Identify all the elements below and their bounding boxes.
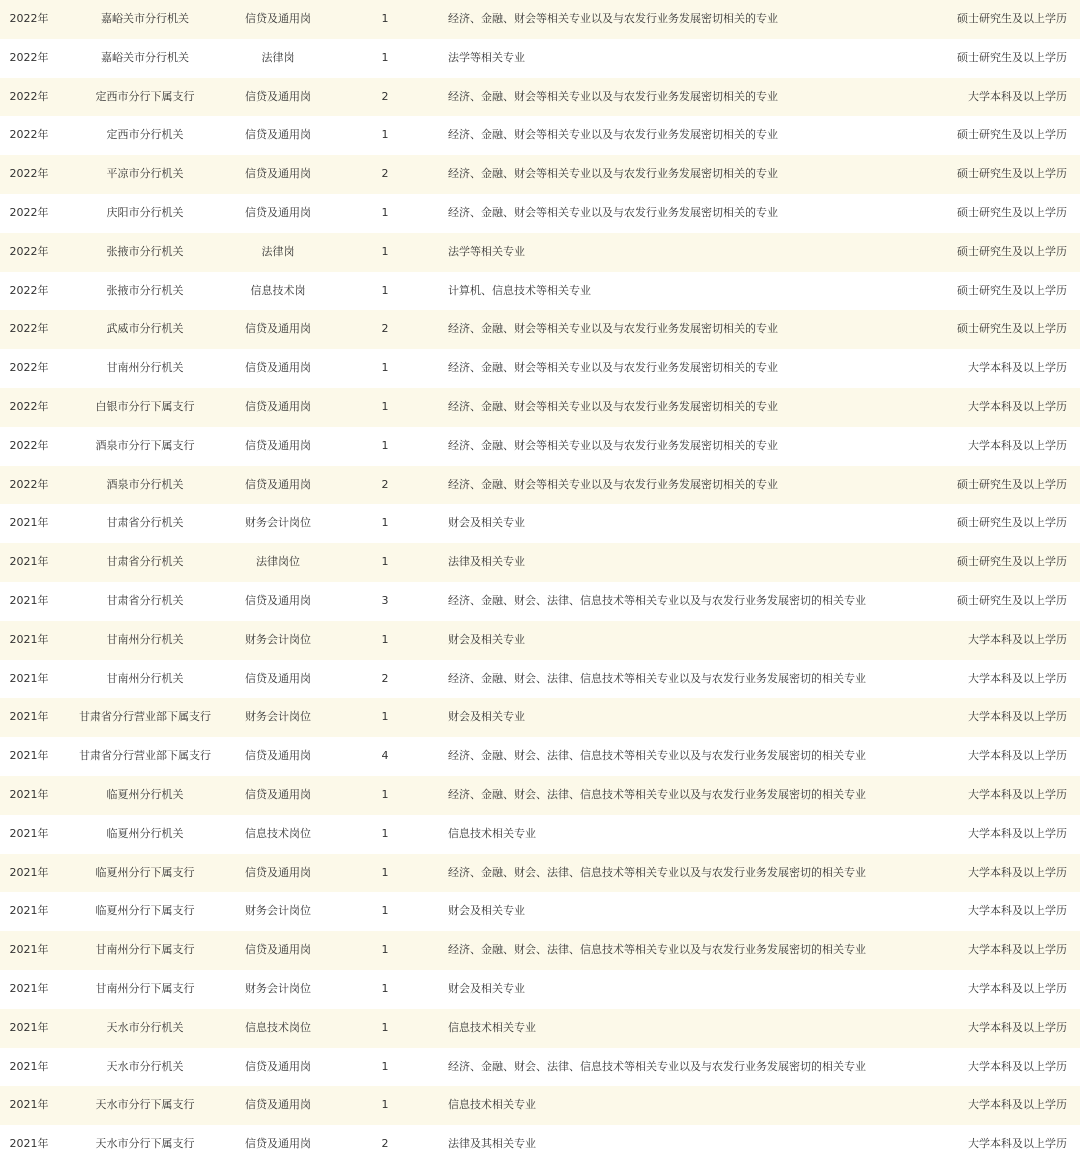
major-cell: 经济、金融、财会等相关专业以及与农发行业务发展密切相关的专业 [448, 361, 778, 375]
year-cell: 2022年 [9, 167, 49, 181]
post-cell: 财务会计岗位 [245, 516, 311, 530]
count-cell: 1 [381, 516, 389, 530]
major-cell: 经济、金融、财会、法律、信息技术等相关专业以及与农发行业务发展密切的相关专业 [448, 865, 866, 879]
post-cell: 信贷及通用岗 [245, 12, 311, 25]
education-cell: 大学本科及以上学历 [968, 943, 1067, 957]
year-cell: 2021年 [9, 865, 49, 879]
post-cell: 信贷及通用岗 [245, 1059, 311, 1073]
education-cell: 大学本科及以上学历 [968, 1020, 1067, 1034]
count-cell: 1 [381, 1098, 389, 1112]
org-cell: 临夏州分行下属支行 [95, 865, 195, 879]
post-cell: 信贷及通用岗 [245, 167, 311, 181]
count-cell: 1 [381, 438, 389, 452]
year-cell: 2021年 [9, 826, 49, 840]
post-cell: 信贷及通用岗 [245, 128, 311, 142]
table-row [0, 427, 1080, 466]
org-cell: 甘南州分行下属支行 [95, 943, 195, 957]
table-row [0, 815, 1080, 854]
education-cell: 大学本科及以上学历 [968, 1137, 1067, 1151]
post-cell: 信贷及通用岗 [245, 322, 311, 336]
count-cell: 1 [381, 244, 389, 258]
education-cell: 大学本科及以上学历 [968, 749, 1067, 763]
education-cell: 硕士研究生及以上学历 [957, 477, 1067, 491]
education-cell: 大学本科及以上学历 [968, 710, 1067, 724]
major-cell: 经济、金融、财会等相关专业以及与农发行业务发展密切相关的专业 [448, 322, 778, 336]
count-cell: 4 [381, 749, 389, 763]
org-cell: 庆阳市分行机关 [106, 205, 184, 219]
table-row [0, 737, 1080, 776]
major-cell: 法律及相关专业 [448, 555, 525, 569]
major-cell: 信息技术相关专业 [448, 1020, 536, 1034]
year-cell: 2021年 [9, 671, 49, 685]
table-row [0, 194, 1080, 233]
year-cell: 2022年 [9, 399, 49, 413]
table-row [0, 543, 1080, 582]
major-cell: 经济、金融、财会等相关专业以及与农发行业务发展密切相关的专业 [448, 399, 778, 413]
education-cell: 硕士研究生及以上学历 [957, 516, 1067, 530]
post-cell: 信贷及通用岗 [245, 593, 311, 607]
education-cell: 大学本科及以上学历 [968, 438, 1067, 452]
education-cell: 大学本科及以上学历 [968, 399, 1067, 413]
org-cell: 张掖市分行机关 [106, 283, 184, 297]
count-cell: 1 [381, 1059, 389, 1073]
count-cell: 1 [381, 943, 389, 957]
org-cell: 酒泉市分行下属支行 [95, 438, 195, 452]
table-row [0, 39, 1080, 78]
major-cell: 经济、金融、财会、法律、信息技术等相关专业以及与农发行业务发展密切的相关专业 [448, 787, 866, 801]
org-cell: 嘉峪关市分行机关 [101, 50, 189, 64]
count-cell: 2 [381, 477, 389, 491]
major-cell: 信息技术相关专业 [448, 826, 536, 840]
education-cell: 大学本科及以上学历 [968, 89, 1067, 103]
count-cell: 2 [381, 671, 389, 685]
education-cell: 大学本科及以上学历 [968, 1098, 1067, 1112]
org-cell: 临夏州分行下属支行 [95, 904, 195, 918]
education-cell: 硕士研究生及以上学历 [957, 50, 1067, 64]
major-cell: 财会及相关专业 [448, 710, 525, 724]
table-row [0, 582, 1080, 621]
count-cell: 1 [381, 632, 389, 646]
post-cell: 财务会计岗位 [245, 632, 311, 646]
table-row [0, 931, 1080, 970]
education-cell: 大学本科及以上学历 [968, 865, 1067, 879]
count-cell: 2 [381, 167, 389, 181]
major-cell: 经济、金融、财会等相关专业以及与农发行业务发展密切相关的专业 [448, 128, 778, 142]
major-cell: 法律及其相关专业 [448, 1137, 536, 1151]
year-cell: 2022年 [9, 128, 49, 142]
table-row [0, 466, 1080, 505]
count-cell: 1 [381, 361, 389, 375]
org-cell: 甘南州分行机关 [106, 632, 184, 646]
post-cell: 信贷及通用岗 [245, 1098, 311, 1112]
education-cell: 硕士研究生及以上学历 [957, 205, 1067, 219]
table-row [0, 388, 1080, 427]
table-row [0, 233, 1080, 272]
education-cell: 硕士研究生及以上学历 [957, 12, 1067, 25]
org-cell: 甘肃省分行营业部下属支行 [79, 749, 211, 763]
table-row [0, 116, 1080, 155]
year-cell: 2022年 [9, 50, 49, 64]
count-cell: 1 [381, 555, 389, 569]
table-row [0, 1009, 1080, 1048]
year-cell: 2022年 [9, 244, 49, 258]
org-cell: 甘肃省分行机关 [106, 593, 184, 607]
count-cell: 1 [381, 1020, 389, 1034]
post-cell: 信贷及通用岗 [245, 477, 311, 491]
education-cell: 硕士研究生及以上学历 [957, 167, 1067, 181]
major-cell: 经济、金融、财会等相关专业以及与农发行业务发展密切相关的专业 [448, 438, 778, 452]
major-cell: 经济、金融、财会、法律、信息技术等相关专业以及与农发行业务发展密切的相关专业 [448, 593, 866, 607]
count-cell: 1 [381, 12, 389, 25]
table-row [0, 155, 1080, 194]
count-cell: 1 [381, 826, 389, 840]
table-row [0, 78, 1080, 117]
org-cell: 酒泉市分行机关 [106, 477, 184, 491]
education-cell: 硕士研究生及以上学历 [957, 283, 1067, 297]
major-cell: 财会及相关专业 [448, 904, 525, 918]
year-cell: 2021年 [9, 1098, 49, 1112]
year-cell: 2022年 [9, 205, 49, 219]
major-cell: 经济、金融、财会、法律、信息技术等相关专业以及与农发行业务发展密切的相关专业 [448, 1059, 866, 1073]
post-cell: 法律岗位 [256, 555, 300, 569]
major-cell: 经济、金融、财会等相关专业以及与农发行业务发展密切相关的专业 [448, 89, 778, 103]
major-cell: 经济、金融、财会、法律、信息技术等相关专业以及与农发行业务发展密切的相关专业 [448, 943, 866, 957]
post-cell: 信贷及通用岗 [245, 787, 311, 801]
major-cell: 经济、金融、财会、法律、信息技术等相关专业以及与农发行业务发展密切的相关专业 [448, 671, 866, 685]
post-cell: 信贷及通用岗 [245, 89, 311, 103]
post-cell: 信息技术岗位 [245, 826, 311, 840]
post-cell: 法律岗 [261, 244, 295, 258]
education-cell: 大学本科及以上学历 [968, 1059, 1067, 1073]
year-cell: 2021年 [9, 749, 49, 763]
org-cell: 天水市分行机关 [106, 1059, 184, 1073]
major-cell: 法学等相关专业 [448, 244, 525, 258]
table-row [0, 504, 1080, 543]
year-cell: 2021年 [9, 981, 49, 995]
org-cell: 武威市分行机关 [106, 322, 184, 336]
major-cell: 经济、金融、财会等相关专业以及与农发行业务发展密切相关的专业 [448, 167, 778, 181]
year-cell: 2021年 [9, 1020, 49, 1034]
org-cell: 张掖市分行机关 [106, 244, 184, 258]
org-cell: 甘南州分行机关 [106, 671, 184, 685]
post-cell: 信贷及通用岗 [245, 205, 311, 219]
count-cell: 1 [381, 710, 389, 724]
year-cell: 2021年 [9, 943, 49, 957]
count-cell: 1 [381, 904, 389, 918]
count-cell: 1 [381, 399, 389, 413]
post-cell: 信贷及通用岗 [245, 749, 311, 763]
table-row [0, 0, 1080, 39]
count-cell: 1 [381, 981, 389, 995]
major-cell: 计算机、信息技术等相关专业 [448, 283, 591, 297]
table-row [0, 1086, 1080, 1125]
count-cell: 1 [381, 50, 389, 64]
table-row [0, 776, 1080, 815]
table-row [0, 970, 1080, 1009]
post-cell: 财务会计岗位 [245, 904, 311, 918]
count-cell: 3 [381, 593, 389, 607]
year-cell: 2022年 [9, 283, 49, 297]
year-cell: 2021年 [9, 710, 49, 724]
count-cell: 1 [381, 128, 389, 142]
year-cell: 2021年 [9, 904, 49, 918]
year-cell: 2022年 [9, 12, 49, 25]
major-cell: 经济、金融、财会等相关专业以及与农发行业务发展密切相关的专业 [448, 205, 778, 219]
count-cell: 1 [381, 205, 389, 219]
post-cell: 信贷及通用岗 [245, 1137, 311, 1151]
year-cell: 2021年 [9, 555, 49, 569]
post-cell: 法律岗 [261, 50, 295, 64]
post-cell: 财务会计岗位 [245, 981, 311, 995]
table-row [0, 1125, 1080, 1164]
org-cell: 甘肃省分行机关 [106, 555, 184, 569]
education-cell: 大学本科及以上学历 [968, 671, 1067, 685]
count-cell: 2 [381, 89, 389, 103]
count-cell: 1 [381, 865, 389, 879]
org-cell: 甘南州分行下属支行 [95, 981, 195, 995]
count-cell: 2 [381, 322, 389, 336]
table-row [0, 892, 1080, 931]
year-cell: 2021年 [9, 1059, 49, 1073]
org-cell: 定西市分行机关 [106, 128, 184, 142]
education-cell: 大学本科及以上学历 [968, 361, 1067, 375]
major-cell: 经济、金融、财会、法律、信息技术等相关专业以及与农发行业务发展密切的相关专业 [448, 749, 866, 763]
major-cell: 经济、金融、财会等相关专业以及与农发行业务发展密切相关的专业 [448, 477, 778, 491]
org-cell: 甘肃省分行机关 [106, 516, 184, 530]
education-cell: 硕士研究生及以上学历 [957, 593, 1067, 607]
year-cell: 2021年 [9, 787, 49, 801]
org-cell: 甘肃省分行营业部下属支行 [79, 710, 211, 724]
table-row [0, 1048, 1080, 1087]
major-cell: 财会及相关专业 [448, 516, 525, 530]
table-row [0, 854, 1080, 893]
major-cell: 财会及相关专业 [448, 632, 525, 646]
education-cell: 硕士研究生及以上学历 [957, 322, 1067, 336]
education-cell: 大学本科及以上学历 [968, 904, 1067, 918]
year-cell: 2022年 [9, 322, 49, 336]
org-cell: 甘南州分行机关 [106, 361, 184, 375]
year-cell: 2021年 [9, 632, 49, 646]
post-cell: 信贷及通用岗 [245, 399, 311, 413]
count-cell: 2 [381, 1137, 389, 1151]
org-cell: 临夏州分行机关 [106, 787, 184, 801]
org-cell: 天水市分行机关 [106, 1020, 184, 1034]
post-cell: 信贷及通用岗 [245, 438, 311, 452]
education-cell: 大学本科及以上学历 [968, 632, 1067, 646]
education-cell: 大学本科及以上学历 [968, 826, 1067, 840]
org-cell: 天水市分行下属支行 [95, 1098, 195, 1112]
table-row [0, 310, 1080, 349]
post-cell: 信息技术岗位 [245, 1020, 311, 1034]
education-cell: 硕士研究生及以上学历 [957, 555, 1067, 569]
year-cell: 2021年 [9, 1137, 49, 1151]
org-cell: 天水市分行下属支行 [95, 1137, 195, 1151]
post-cell: 财务会计岗位 [245, 710, 311, 724]
education-cell: 硕士研究生及以上学历 [957, 128, 1067, 142]
post-cell: 信贷及通用岗 [245, 865, 311, 879]
org-cell: 嘉峪关市分行机关 [101, 12, 189, 25]
education-cell: 大学本科及以上学历 [968, 787, 1067, 801]
count-cell: 1 [381, 787, 389, 801]
year-cell: 2022年 [9, 361, 49, 375]
table-row [0, 349, 1080, 388]
major-cell: 财会及相关专业 [448, 981, 525, 995]
education-cell: 大学本科及以上学历 [968, 981, 1067, 995]
post-cell: 信贷及通用岗 [245, 671, 311, 685]
post-cell: 信息技术岗 [250, 283, 306, 297]
major-cell: 法学等相关专业 [448, 50, 525, 64]
table-row [0, 660, 1080, 699]
table-row [0, 272, 1080, 311]
year-cell: 2021年 [9, 593, 49, 607]
year-cell: 2022年 [9, 438, 49, 452]
year-cell: 2022年 [9, 477, 49, 491]
major-cell: 信息技术相关专业 [448, 1098, 536, 1112]
year-cell: 2022年 [9, 89, 49, 103]
post-cell: 信贷及通用岗 [245, 943, 311, 957]
post-cell: 信贷及通用岗 [245, 361, 311, 375]
table-row [0, 698, 1080, 737]
org-cell: 临夏州分行机关 [106, 826, 184, 840]
major-cell: 经济、金融、财会等相关专业以及与农发行业务发展密切相关的专业 [448, 12, 778, 25]
year-cell: 2021年 [9, 516, 49, 530]
table-row [0, 621, 1080, 660]
org-cell: 定西市分行下属支行 [95, 89, 195, 103]
count-cell: 1 [381, 283, 389, 297]
education-cell: 硕士研究生及以上学历 [957, 244, 1067, 258]
org-cell: 平凉市分行机关 [106, 167, 184, 181]
org-cell: 白银市分行下属支行 [95, 399, 195, 413]
